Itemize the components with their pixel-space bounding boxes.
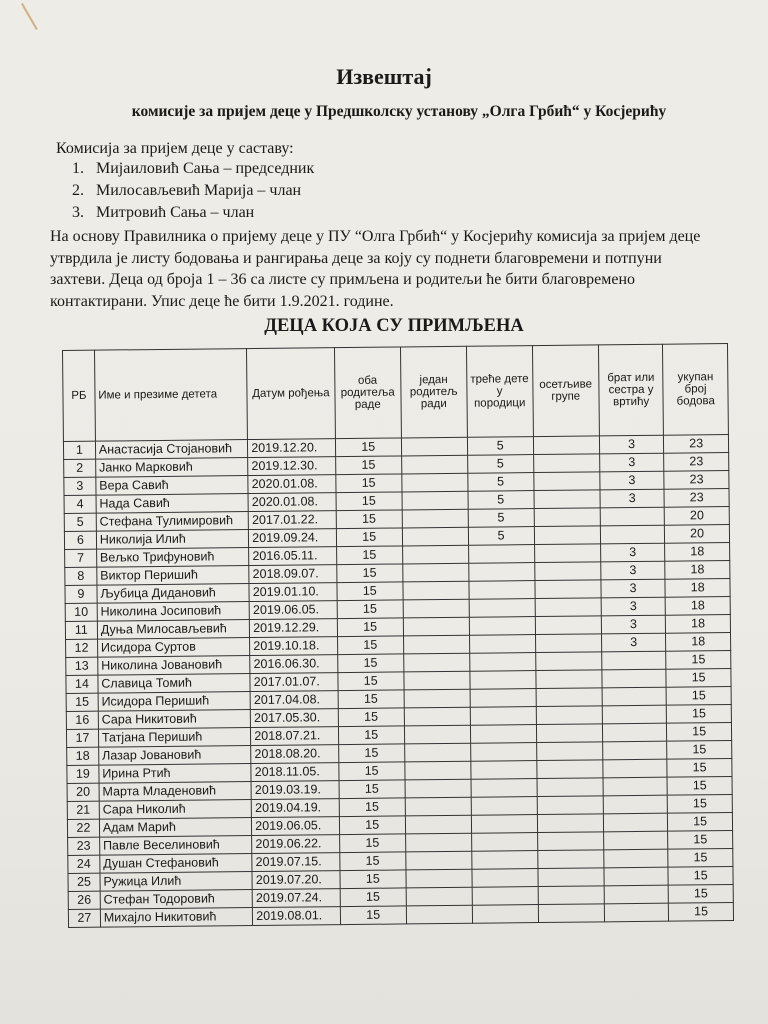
cell-birthdate: 2017.01.07. bbox=[250, 673, 337, 692]
cell-birthdate: 2019.06.05. bbox=[252, 817, 339, 836]
cell-name: Вељко Трифуновић bbox=[96, 548, 249, 568]
cell-rb: 15 bbox=[66, 693, 98, 711]
cell-rb: 18 bbox=[67, 747, 99, 765]
cell-name: Николина Јовановић bbox=[98, 656, 251, 676]
cell-one-parent bbox=[404, 689, 470, 708]
cell-birthdate: 2017.05.30. bbox=[251, 709, 338, 728]
cell-total: 15 bbox=[669, 903, 734, 922]
committee-intro: Комисија за пријем деце у саставу: bbox=[56, 140, 294, 157]
cell-sibling bbox=[604, 903, 669, 922]
cell-sibling bbox=[603, 813, 668, 832]
cell-both-parents: 15 bbox=[336, 492, 403, 511]
cell-name: Анастасија Стојановић bbox=[95, 440, 248, 460]
cell-both-parents: 15 bbox=[340, 870, 407, 889]
cell-both-parents: 15 bbox=[337, 672, 404, 691]
col-header-third-child: треће дете у породици bbox=[466, 346, 533, 438]
cell-birthdate: 2016.06.30. bbox=[250, 655, 337, 674]
cell-sibling bbox=[602, 651, 667, 670]
cell-birthdate: 2019.12.30. bbox=[248, 457, 335, 476]
cell-total: 20 bbox=[665, 525, 730, 544]
cell-name: Славица Томић bbox=[98, 674, 251, 694]
cell-third-child bbox=[471, 833, 537, 852]
cell-one-parent bbox=[403, 617, 469, 636]
cell-total: 20 bbox=[664, 507, 729, 526]
cell-rb: 17 bbox=[66, 729, 98, 747]
cell-third-child bbox=[469, 653, 535, 672]
cell-both-parents: 15 bbox=[339, 780, 406, 799]
cell-sibling: 3 bbox=[601, 633, 666, 652]
cell-birthdate: 2019.10.18. bbox=[250, 637, 337, 656]
cell-third-child bbox=[470, 743, 536, 762]
cell-third-child bbox=[472, 869, 538, 888]
cell-both-parents: 15 bbox=[338, 744, 405, 763]
cell-both-parents: 15 bbox=[338, 762, 405, 781]
cell-total: 18 bbox=[665, 597, 730, 616]
cell-sibling: 3 bbox=[601, 561, 666, 580]
section-title: ДЕЦА КОЈА СУ ПРИМЉЕНА bbox=[264, 316, 524, 336]
cell-rb: 25 bbox=[68, 873, 100, 891]
cell-vulnerable bbox=[538, 904, 604, 923]
cell-third-child: 5 bbox=[467, 437, 533, 456]
cell-one-parent bbox=[404, 671, 470, 690]
cell-one-parent bbox=[406, 887, 472, 906]
cell-third-child bbox=[468, 545, 534, 564]
cell-one-parent bbox=[402, 491, 468, 510]
cell-sibling bbox=[602, 687, 667, 706]
cell-rb: 12 bbox=[66, 639, 98, 657]
cell-vulnerable bbox=[533, 454, 599, 473]
cell-birthdate: 2019.09.24. bbox=[249, 529, 336, 548]
cell-birthdate: 2018.09.07. bbox=[249, 565, 336, 584]
document-title: Извештај bbox=[336, 64, 432, 89]
cell-third-child bbox=[471, 779, 537, 798]
cell-sibling: 3 bbox=[600, 543, 665, 562]
cell-third-child bbox=[469, 599, 535, 618]
cell-one-parent bbox=[402, 545, 468, 564]
cell-both-parents: 15 bbox=[338, 708, 405, 727]
cell-both-parents: 15 bbox=[337, 654, 404, 673]
cell-one-parent bbox=[401, 437, 467, 456]
cell-name: Марта Младеновић bbox=[99, 782, 252, 802]
cell-third-child bbox=[469, 581, 535, 600]
cell-total: 23 bbox=[664, 435, 729, 454]
cell-total: 18 bbox=[666, 633, 731, 652]
cell-vulnerable bbox=[537, 778, 603, 797]
cell-both-parents: 15 bbox=[336, 528, 403, 547]
col-header-name: Име и презиме детета bbox=[94, 349, 247, 442]
cell-name: Ирина Ртић bbox=[99, 764, 252, 784]
cell-third-child bbox=[469, 671, 535, 690]
committee-member: 3. Митровић Сања – члан bbox=[72, 204, 255, 221]
cell-one-parent bbox=[404, 653, 470, 672]
cell-total: 15 bbox=[667, 795, 732, 814]
cell-vulnerable bbox=[534, 562, 600, 581]
cell-vulnerable bbox=[537, 850, 603, 869]
cell-name: Стефана Тулимировић bbox=[96, 512, 249, 532]
cell-total: 18 bbox=[665, 579, 730, 598]
cell-third-child: 5 bbox=[467, 473, 533, 492]
cell-both-parents: 15 bbox=[338, 726, 405, 745]
cell-both-parents: 15 bbox=[337, 636, 404, 655]
cell-one-parent bbox=[402, 455, 468, 474]
cell-sibling bbox=[604, 867, 669, 886]
cell-total: 23 bbox=[664, 489, 729, 508]
cell-name: Михајло Никитовић bbox=[100, 908, 253, 928]
cell-third-child bbox=[470, 689, 536, 708]
cell-vulnerable bbox=[534, 490, 600, 509]
cell-both-parents: 15 bbox=[336, 510, 403, 529]
cell-rb: 2 bbox=[64, 459, 96, 477]
cell-rb: 9 bbox=[65, 585, 97, 603]
cell-name: Сара Николић bbox=[99, 800, 252, 820]
cell-total: 15 bbox=[668, 867, 733, 886]
cell-vulnerable bbox=[535, 652, 601, 671]
cell-vulnerable bbox=[534, 544, 600, 563]
cell-sibling: 3 bbox=[601, 615, 666, 634]
cell-third-child bbox=[472, 905, 538, 924]
cell-both-parents: 15 bbox=[336, 546, 403, 565]
cell-rb: 24 bbox=[68, 855, 100, 873]
cell-birthdate: 2016.05.11. bbox=[249, 547, 336, 566]
cell-one-parent bbox=[404, 725, 470, 744]
cell-birthdate: 2019.01.10. bbox=[249, 583, 336, 602]
cell-rb: 22 bbox=[67, 819, 99, 837]
cell-one-parent bbox=[404, 707, 470, 726]
cell-third-child bbox=[471, 815, 537, 834]
cell-vulnerable bbox=[533, 472, 599, 491]
col-header-one-parent: један родитељ ради bbox=[400, 346, 467, 438]
admitted-children-table bbox=[62, 343, 734, 928]
cell-one-parent bbox=[406, 851, 472, 870]
cell-vulnerable bbox=[536, 706, 602, 725]
cell-birthdate: 2019.06.05. bbox=[249, 601, 336, 620]
cell-vulnerable bbox=[535, 616, 601, 635]
cell-both-parents: 15 bbox=[340, 906, 407, 925]
cell-vulnerable bbox=[535, 580, 601, 599]
cell-third-child bbox=[470, 707, 536, 726]
cell-third-child bbox=[469, 635, 535, 654]
cell-total: 15 bbox=[667, 759, 732, 778]
cell-vulnerable bbox=[536, 742, 602, 761]
cell-vulnerable bbox=[537, 796, 603, 815]
cell-vulnerable bbox=[535, 598, 601, 617]
cell-vulnerable bbox=[537, 832, 603, 851]
col-header-vulnerable: осетљиве групе bbox=[532, 345, 599, 437]
cell-name: Нада Савић bbox=[96, 494, 249, 514]
cell-third-child: 5 bbox=[468, 491, 534, 510]
cell-both-parents: 15 bbox=[339, 852, 406, 871]
cell-total: 15 bbox=[666, 687, 731, 706]
cell-one-parent bbox=[403, 599, 469, 618]
cell-birthdate: 2017.01.22. bbox=[248, 511, 335, 530]
cell-vulnerable bbox=[534, 526, 600, 545]
cell-vulnerable bbox=[538, 886, 604, 905]
cell-one-parent bbox=[406, 905, 472, 924]
col-header-sibling: брат или сестра у вртићу bbox=[598, 344, 663, 436]
col-header-birthdate: Датум рођења bbox=[247, 348, 335, 440]
cell-birthdate: 2019.04.19. bbox=[251, 799, 338, 818]
cell-one-parent bbox=[402, 509, 468, 528]
cell-both-parents: 15 bbox=[336, 582, 403, 601]
cell-total: 23 bbox=[664, 453, 729, 472]
cell-name: Адам Марић bbox=[99, 818, 252, 838]
cell-name: Исидора Перишић bbox=[98, 692, 251, 712]
cell-birthdate: 2020.01.08. bbox=[248, 475, 335, 494]
cell-one-parent bbox=[406, 869, 472, 888]
cell-one-parent bbox=[405, 761, 471, 780]
cell-sibling: 3 bbox=[600, 489, 665, 508]
col-header-total: укупан број бодова bbox=[663, 344, 729, 436]
cell-total: 15 bbox=[666, 669, 731, 688]
cell-sibling bbox=[600, 507, 665, 526]
cell-total: 18 bbox=[665, 543, 730, 562]
cell-birthdate: 2018.07.21. bbox=[251, 727, 338, 746]
cell-total: 15 bbox=[668, 849, 733, 868]
cell-birthdate: 2019.03.19. bbox=[251, 781, 338, 800]
table-body bbox=[63, 435, 733, 928]
cell-name: Сара Никитовић bbox=[98, 710, 251, 730]
cell-sibling bbox=[604, 885, 669, 904]
cell-rb: 27 bbox=[68, 909, 100, 927]
cell-name: Стефан Тодоровић bbox=[100, 890, 253, 910]
cell-sibling bbox=[602, 669, 667, 688]
cell-rb: 20 bbox=[67, 783, 99, 801]
cell-both-parents: 15 bbox=[338, 690, 405, 709]
cell-sibling bbox=[604, 849, 669, 868]
cell-third-child bbox=[471, 851, 537, 870]
cell-vulnerable bbox=[535, 634, 601, 653]
cell-name: Исидора Суртов bbox=[97, 638, 250, 658]
cell-total: 18 bbox=[666, 615, 731, 634]
cell-both-parents: 15 bbox=[337, 600, 404, 619]
cell-name: Дуња Милосављевић bbox=[97, 620, 250, 640]
cell-rb: 13 bbox=[66, 657, 98, 675]
cell-third-child bbox=[470, 725, 536, 744]
cell-birthdate: 2019.07.24. bbox=[252, 889, 339, 908]
cell-name: Павле Веселиновић bbox=[99, 836, 252, 856]
cell-name: Душан Стефановић bbox=[100, 854, 253, 874]
cell-name: Љубица Дидановић bbox=[97, 584, 250, 604]
cell-name: Лазар Јовановић bbox=[99, 746, 252, 766]
cell-vulnerable bbox=[536, 724, 602, 743]
cell-one-parent bbox=[405, 743, 471, 762]
cell-rb: 10 bbox=[65, 603, 97, 621]
cell-sibling bbox=[602, 705, 667, 724]
cell-name: Виктор Перишић bbox=[97, 566, 250, 586]
cell-birthdate: 2018.11.05. bbox=[251, 763, 338, 782]
cell-rb: 19 bbox=[67, 765, 99, 783]
cell-sibling bbox=[602, 723, 667, 742]
cell-sibling bbox=[602, 741, 667, 760]
cell-third-child bbox=[470, 761, 536, 780]
cell-name: Јанко Марковић bbox=[95, 458, 248, 478]
cell-sibling bbox=[603, 831, 668, 850]
cell-rb: 6 bbox=[64, 531, 96, 549]
cell-sibling bbox=[603, 795, 668, 814]
cell-third-child bbox=[471, 797, 537, 816]
cell-birthdate: 2019.12.29. bbox=[250, 619, 337, 638]
cell-total: 23 bbox=[664, 471, 729, 490]
cell-vulnerable bbox=[538, 868, 604, 887]
cell-name: Николија Илић bbox=[96, 530, 249, 550]
cell-one-parent bbox=[402, 473, 468, 492]
cell-both-parents: 15 bbox=[336, 564, 403, 583]
cell-both-parents: 15 bbox=[335, 438, 402, 457]
cell-birthdate: 2018.08.20. bbox=[251, 745, 338, 764]
cell-third-child: 5 bbox=[468, 527, 534, 546]
cell-vulnerable bbox=[534, 508, 600, 527]
cell-both-parents: 15 bbox=[339, 816, 406, 835]
cell-one-parent bbox=[405, 833, 471, 852]
cell-third-child: 5 bbox=[468, 509, 534, 528]
cell-rb: 21 bbox=[67, 801, 99, 819]
cell-total: 15 bbox=[666, 651, 731, 670]
cell-name: Татјана Перишић bbox=[98, 728, 251, 748]
cell-total: 15 bbox=[668, 885, 733, 904]
cell-rb: 1 bbox=[63, 441, 95, 459]
cell-total: 15 bbox=[667, 705, 732, 724]
cell-one-parent bbox=[405, 779, 471, 798]
cell-rb: 26 bbox=[68, 891, 100, 909]
cell-total: 18 bbox=[665, 561, 730, 580]
body-paragraph: На основу Правилника о пријему деце у ПУ “Олга Грбић“ у Косјерићу комисија за пријем деце утврдила је листу бодовања и рангирања деце за коју су поднети благовремени и потпуни захтеви. Деца од броја 1 – 36 са листе су примљена и родитељи ће бити благовремено контактирани. Упис деце ће бити 1.9.2021. године. bbox=[50, 228, 701, 310]
cell-one-parent bbox=[405, 797, 471, 816]
committee-member: 2. Милосављевић Марија – члан bbox=[72, 182, 302, 199]
cell-third-child bbox=[472, 887, 538, 906]
cell-rb: 23 bbox=[68, 837, 100, 855]
cell-birthdate: 2019.12.20. bbox=[248, 439, 335, 458]
cell-birthdate: 2019.07.15. bbox=[252, 853, 339, 872]
cell-birthdate: 2017.04.08. bbox=[250, 691, 337, 710]
cell-sibling: 3 bbox=[599, 435, 664, 454]
cell-total: 15 bbox=[667, 723, 732, 742]
cell-one-parent bbox=[402, 527, 468, 546]
cell-one-parent bbox=[405, 815, 471, 834]
cell-vulnerable bbox=[537, 814, 603, 833]
cell-one-parent bbox=[403, 635, 469, 654]
cell-third-child bbox=[469, 617, 535, 636]
col-header-rb: РБ bbox=[63, 350, 96, 441]
cell-both-parents: 15 bbox=[337, 618, 404, 637]
cell-birthdate: 2019.08.01. bbox=[253, 907, 340, 926]
cell-vulnerable bbox=[536, 670, 602, 689]
cell-sibling: 3 bbox=[601, 579, 666, 598]
cell-total: 15 bbox=[667, 777, 732, 796]
cell-sibling bbox=[603, 777, 668, 796]
cell-third-child bbox=[468, 563, 534, 582]
cell-both-parents: 15 bbox=[339, 798, 406, 817]
cell-one-parent bbox=[403, 563, 469, 582]
table-header-row bbox=[63, 344, 729, 442]
cell-total: 15 bbox=[668, 813, 733, 832]
cell-third-child: 5 bbox=[467, 455, 533, 474]
cell-birthdate: 2019.06.22. bbox=[252, 835, 339, 854]
cell-rb: 16 bbox=[66, 711, 98, 729]
cell-birthdate: 2020.01.08. bbox=[248, 493, 335, 512]
cell-name: Вера Савић bbox=[96, 476, 249, 496]
cell-both-parents: 15 bbox=[339, 834, 406, 853]
cell-rb: 5 bbox=[64, 513, 96, 531]
pencil-mark bbox=[21, 0, 43, 30]
cell-rb: 14 bbox=[66, 675, 98, 693]
cell-vulnerable bbox=[536, 760, 602, 779]
cell-vulnerable bbox=[536, 688, 602, 707]
cell-rb: 3 bbox=[64, 477, 96, 495]
cell-sibling bbox=[603, 759, 668, 778]
cell-rb: 7 bbox=[65, 549, 97, 567]
cell-sibling bbox=[600, 525, 665, 544]
cell-both-parents: 15 bbox=[335, 456, 402, 475]
committee-members-list bbox=[72, 158, 314, 224]
cell-name: Ружица Илић bbox=[100, 872, 253, 892]
cell-rb: 11 bbox=[65, 621, 97, 639]
cell-birthdate: 2019.07.20. bbox=[252, 871, 339, 890]
cell-total: 15 bbox=[667, 741, 732, 760]
cell-sibling: 3 bbox=[600, 471, 665, 490]
cell-sibling: 3 bbox=[599, 453, 664, 472]
cell-name: Николина Јосиповић bbox=[97, 602, 250, 622]
col-header-both-parents: оба родитеља раде bbox=[334, 347, 401, 439]
cell-total: 15 bbox=[668, 831, 733, 850]
cell-one-parent bbox=[403, 581, 469, 600]
cell-sibling: 3 bbox=[601, 597, 666, 616]
cell-both-parents: 15 bbox=[335, 474, 402, 493]
committee-member: 1. Мијаиловић Сања – председник bbox=[72, 160, 315, 177]
cell-rb: 4 bbox=[64, 495, 96, 513]
cell-vulnerable bbox=[533, 436, 599, 455]
cell-rb: 8 bbox=[65, 567, 97, 585]
document-subtitle: комисије за пријем деце у Предшколску установу „Олга Грбић“ у Косјерићу bbox=[131, 103, 667, 120]
cell-both-parents: 15 bbox=[340, 888, 407, 907]
